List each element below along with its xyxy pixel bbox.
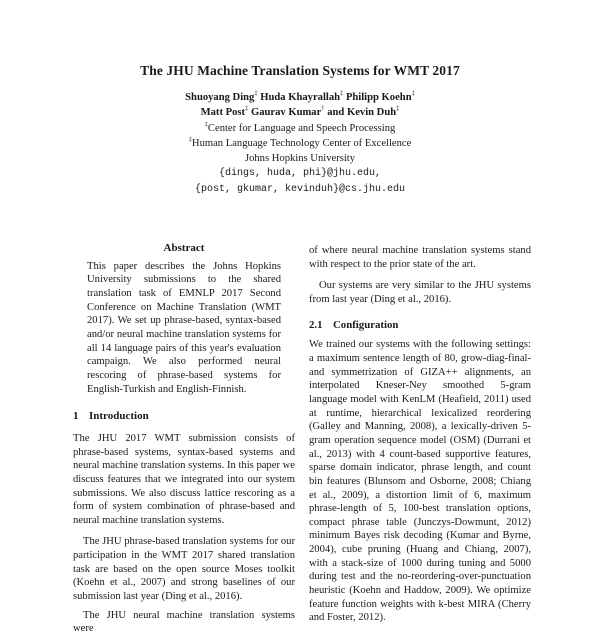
affiliation-mark: ‡	[188, 135, 192, 143]
author-and: and	[327, 107, 345, 119]
author-name: Matt Post	[200, 107, 246, 119]
affiliation-mark: ‡	[245, 105, 249, 113]
abstract-text: This paper describes the Johns Hopkins University submissions to the shared translation task of EMNLP 2017 Second Conference on Machine Translation (WMT 2017). We set up phrase-based, syntax-based and/or neural machine translation systems for all 14 language pairs of this year's evaluation campaign. We also performed neural rescoring of phrase-based systems for English-Turkish and English-Finnish.	[87, 260, 281, 395]
author-line-2	[0, 105, 600, 120]
intro-paragraph-2: The JHU phrase-based translation systems for our participation in the WMT 2017 shared translation task are based on the open source Moses toolkit (Koehn et al., 2007) and strong baselines of our submission last year (Ding et al., 2016).	[73, 536, 295, 603]
email-line-2: {post, gkumar, kevinduh}@cs.jhu.edu	[194, 183, 406, 195]
intro-paragraph-1: The JHU 2017 WMT submission consists of phrase-based systems, syntax-based systems and neural machine translation systems. In this paper we discuss features that we integrated into our system submissions. We also discuss lattice rescoring as a form of system combination of phrase-based and neural machine translation systems.	[73, 432, 295, 526]
configuration-paragraph: We trained our systems with the following settings: a maximum sentence length of 80, grow-diag-final-and symmetrization of GIZA++ alignments, an interpolated Kneser-Ney smoothed 5-gram language model with KenLM (Heafield, 2011) used at runtime, hierarchical lexicalized reordering (Galley and Manning, 2008), a lexically-driven 5-gram operation sequence model (OSM) (Durrani et al., 2013) with 4 count-based supportive features, sparse domain indicator, phrase length, and count bin features (Blunsom and Osborne, 2008; Chiang et al., 2009), a distortion limit of 6, maximum phrase-length of 5, 100-best translation options, compact phrase table (Junczys-Dowmunt, 2012) minimum Bayes risk decoding (Kumar and Byrne, 2004), cube pruning (Huang and Chiang, 2007), with a stack-size of 1000 during tuning and 5000 during test and the no-reordering-over-punctuation heuristic (Koehn and Haddow, 2009). We optimize feature function weights with k-best MIRA (Cherry and Foster, 2012).	[309, 339, 531, 624]
left-column	[73, 242, 295, 636]
affiliation-mark: ‡	[204, 120, 208, 128]
right-column	[309, 244, 531, 625]
author-line-1	[0, 90, 600, 105]
affiliation-mark: ‡	[396, 105, 400, 113]
author-name: Gaurav Kumar	[250, 107, 322, 119]
university: Johns Hopkins University	[244, 153, 356, 165]
affiliation-2: ‡Human Language Technology Center of Excellence	[188, 135, 412, 149]
affiliation-mark: ‡	[411, 90, 415, 97]
section-number: 1	[73, 410, 79, 423]
similar-systems-paragraph: Our systems are very similar to the JHU systems from last year (Ding et al., 2016).	[309, 280, 531, 305]
affiliation-mark: ‡	[254, 90, 258, 97]
affiliation-1: ‡Center for Language and Speech Processing	[204, 120, 396, 134]
author-name: Philipp Koehn	[345, 92, 412, 103]
author-block	[0, 90, 600, 197]
author-name: Huda Khayrallah	[260, 92, 341, 103]
abstract-heading: Abstract	[163, 242, 205, 254]
author-name: Shuoyang Ding	[185, 92, 255, 103]
section-heading-introduction: 1 Introduction	[73, 410, 149, 423]
subsection-heading-configuration: 2.1 Configuration	[309, 318, 399, 331]
affiliation-mark: ‡	[340, 90, 344, 97]
continued-paragraph: of where neural machine translation systems stand with respect to the prior state of the art.	[309, 245, 531, 270]
paper-title: The JHU Machine Translation Systems for WMT 2017	[140, 63, 460, 78]
email-line-1: {dings, huda, phi}@jhu.edu,	[218, 168, 382, 180]
affiliation-mark: †	[321, 105, 325, 113]
author-name: Kevin Duh	[346, 107, 397, 119]
intro-paragraph-3: The JHU neural machine translation systems were	[73, 609, 295, 635]
subsection-number: 2.1	[309, 318, 323, 331]
